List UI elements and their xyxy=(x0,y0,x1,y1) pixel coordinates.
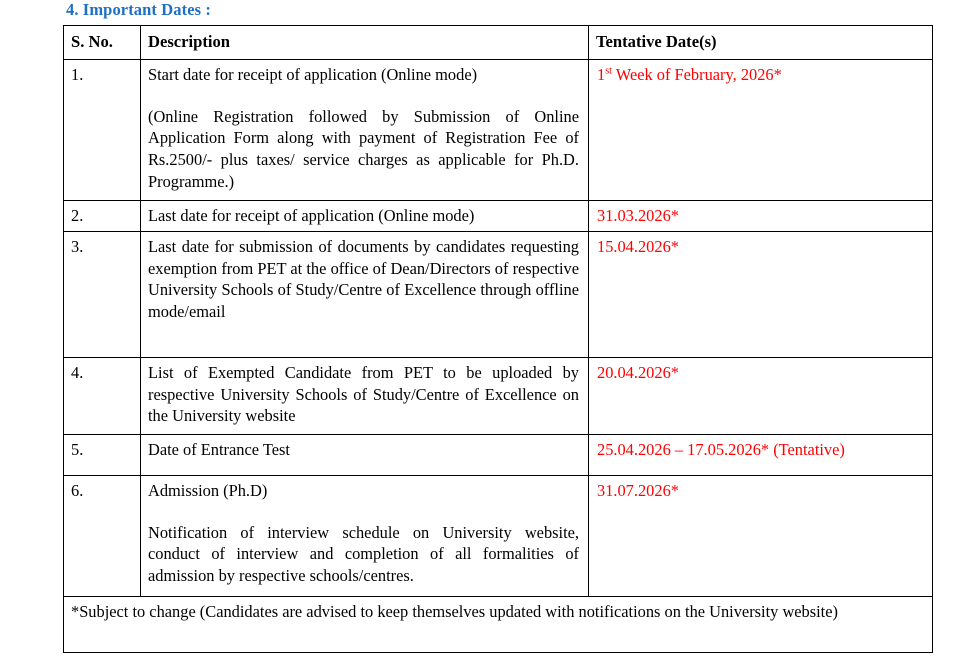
table-row xyxy=(64,475,933,596)
row-tentative-date: 25.04.2026 – 17.05.2026* (Tentative) xyxy=(589,434,933,475)
row-serial-number: 5. xyxy=(64,434,141,475)
paragraph-spacer xyxy=(148,86,579,106)
row-description-body: Notification of interview schedule on University website, conduct of interview and completion of all formalities of admission by respective schools/centres. xyxy=(148,522,579,585)
row-description xyxy=(141,475,589,596)
column-header-description: Description xyxy=(141,26,589,60)
row-description-body: Last date for submission of documents by candidates requesting exemption from PET at the office of Dean/Directors of respective University Schools of Study/Centre of Excellence through offline mode/email xyxy=(148,236,579,321)
row-description xyxy=(141,59,589,200)
section-title: 4. Important Dates : xyxy=(66,0,211,19)
row-tentative-date: 31.07.2026* xyxy=(589,475,933,596)
row-tentative-date: 15.04.2026* xyxy=(589,231,933,357)
table-footnote: *Subject to change (Candidates are advised to keep themselves updated with notifications on the University website) xyxy=(64,596,933,652)
row-description xyxy=(141,200,589,231)
row-description xyxy=(141,231,589,357)
row-serial-number: 3. xyxy=(64,231,141,357)
row-description-body: List of Exempted Candidate from PET to be uploaded by respective University Schools of Study/Centre of Excellence on the University website xyxy=(148,362,579,426)
table-header-row xyxy=(64,26,933,60)
row-serial-number: 1. xyxy=(64,59,141,200)
row-serial-number: 6. xyxy=(64,475,141,596)
row-description-lead: Admission (Ph.D) xyxy=(148,480,268,500)
row-tentative-date: 31.03.2026* xyxy=(589,200,933,231)
row-description xyxy=(141,357,589,434)
row-description-lead: Date of Entrance Test xyxy=(148,439,290,459)
table-row xyxy=(64,357,933,434)
row-description-lead: Start date for receipt of application (Online mode) xyxy=(148,64,478,84)
row-tentative-date xyxy=(589,59,933,200)
table-row xyxy=(64,231,933,357)
table-footnote-row xyxy=(64,596,933,652)
table-row xyxy=(64,200,933,231)
column-header-tentative-dates: Tentative Date(s) xyxy=(589,26,933,60)
row-serial-number: 4. xyxy=(64,357,141,434)
date-remainder: Week of February, 2026* xyxy=(611,64,782,84)
row-description-body: (Online Registration followed by Submission of Online Application Form along with payment of Registration Fee of Rs.2500/- plus taxes/ service charges as applicable for Ph.D. Programme.) xyxy=(148,106,579,191)
date-ordinal-number: 1 xyxy=(597,64,606,84)
date-ordinal-suffix: st xyxy=(605,65,612,77)
table-row xyxy=(64,434,933,475)
row-description xyxy=(141,434,589,475)
row-tentative-date: 20.04.2026* xyxy=(589,357,933,434)
paragraph-spacer xyxy=(148,502,579,522)
row-serial-number: 2. xyxy=(64,200,141,231)
table-row xyxy=(64,59,933,200)
important-dates-table xyxy=(63,25,933,653)
column-header-serial-number: S. No. xyxy=(64,26,141,60)
row-description-lead: Last date for receipt of application (Online mode) xyxy=(148,205,475,225)
